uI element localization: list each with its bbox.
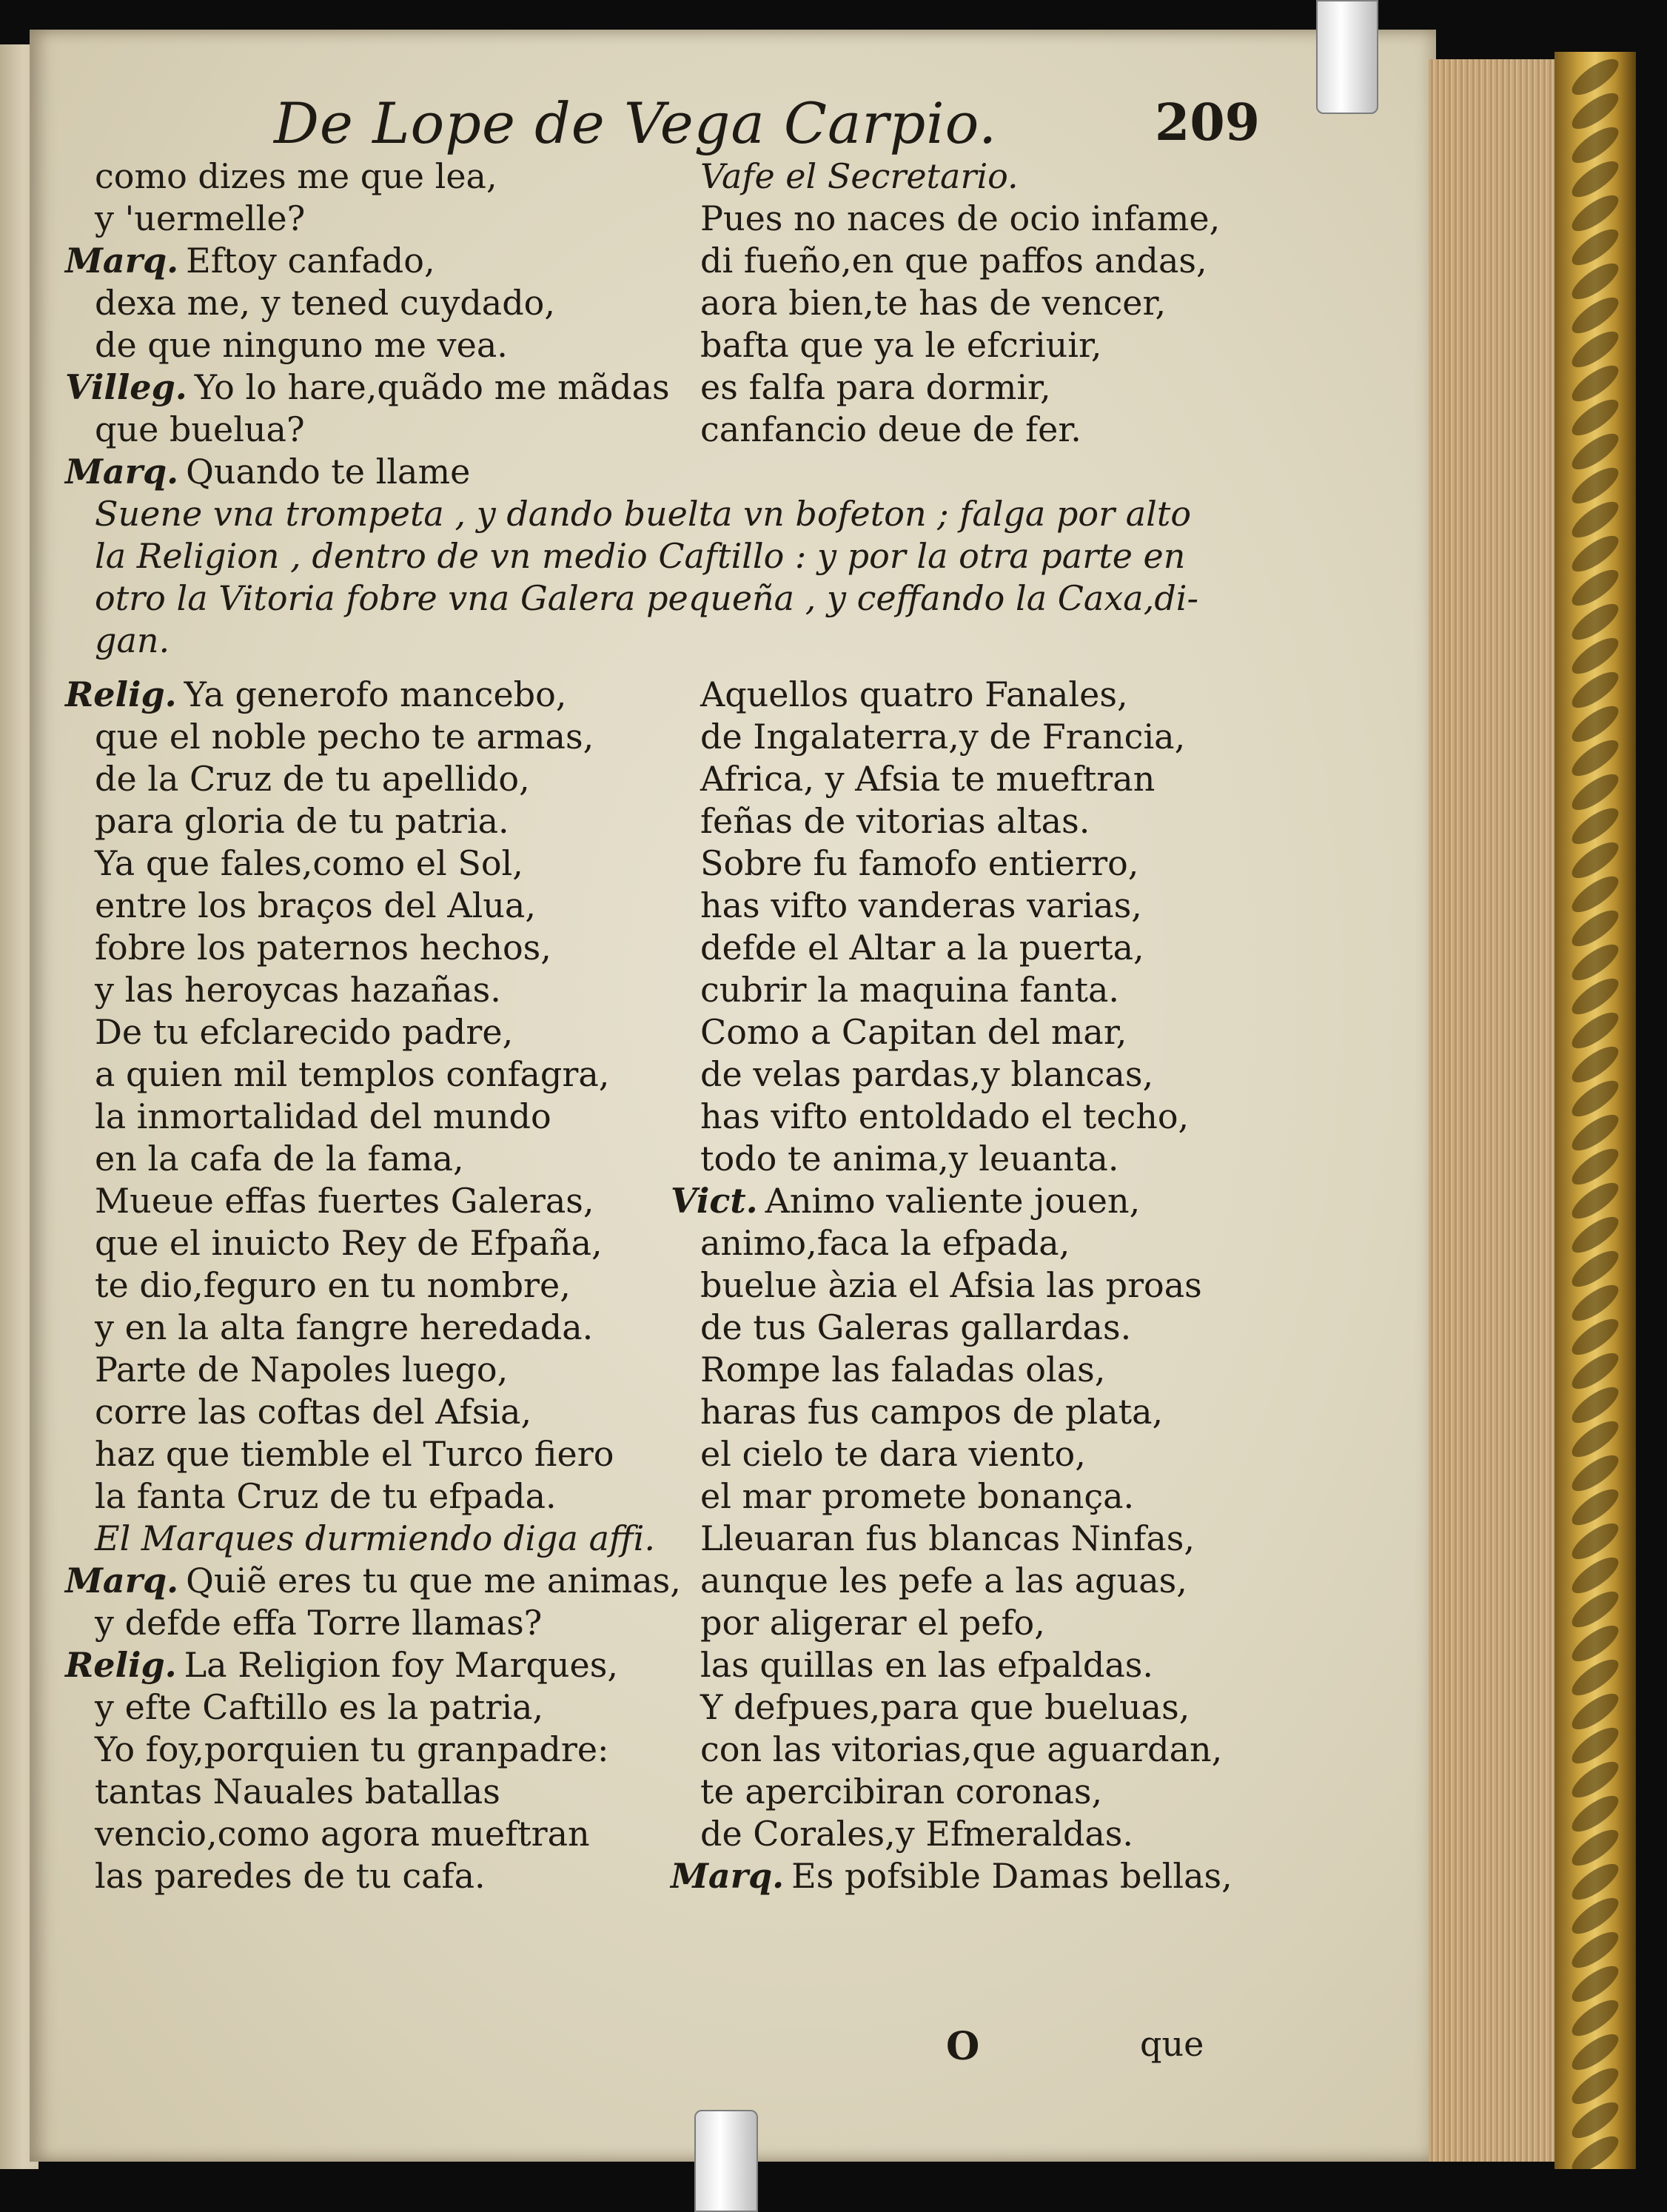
verse-line	[700, 409, 1220, 451]
verse-text: con las vitorias,que aguardan,	[700, 1729, 1223, 1769]
verse-text: Aquellos quatro Fanales,	[700, 674, 1128, 714]
right-column-main	[671, 674, 1232, 1897]
verse-text: Africa, y Afsia te mueftran	[700, 759, 1156, 799]
verse-line	[700, 1349, 1232, 1391]
verse-text: Sobre fu famofo entierro,	[700, 843, 1139, 883]
speaker-label: Relig.	[65, 674, 177, 714]
verse-text: has vifto vanderas varias,	[700, 885, 1142, 925]
verse-line	[700, 1264, 1232, 1307]
speaker-label: Villeg.	[65, 367, 187, 407]
verse-line	[95, 198, 670, 240]
verse-text: corre las coftas del Afsia,	[95, 1392, 532, 1432]
verse-text: De tu efclarecido padre,	[95, 1012, 514, 1052]
verse-text: y defde effa Torre llamas?	[95, 1603, 543, 1643]
verse-text: como dizes me que lea,	[95, 156, 497, 196]
verse-line	[700, 716, 1232, 758]
verse-text: para gloria de tu patria.	[95, 801, 509, 841]
verse-text: y las heroycas hazañas.	[95, 970, 501, 1010]
verse-line	[95, 1602, 681, 1644]
stage-direction-line: gan.	[95, 620, 170, 660]
verse-line	[95, 1180, 681, 1222]
verse-line	[65, 451, 670, 493]
verse-line	[95, 927, 681, 969]
verse-line	[700, 240, 1220, 282]
verse-line	[95, 885, 681, 927]
verse-line	[95, 1686, 681, 1729]
verse-text: te apercibiran coronas,	[700, 1772, 1103, 1812]
verse-line	[700, 1560, 1232, 1602]
verse-line	[700, 1222, 1232, 1264]
verse-line	[95, 1349, 681, 1391]
verse-text: el mar promete bonança.	[700, 1476, 1135, 1516]
verse-line	[700, 969, 1232, 1011]
verse-line	[65, 366, 670, 409]
verse-text: buelue àzia el Afsia las proas	[700, 1265, 1202, 1305]
verse-text: entre los braços del Alua,	[95, 885, 536, 925]
verse-text: animo,faca la efpada,	[700, 1223, 1070, 1263]
verse-line	[700, 758, 1232, 800]
speaker-label: Marq.	[671, 1856, 785, 1896]
verse-text: el cielo te dara viento,	[700, 1434, 1086, 1474]
verse-line	[700, 1813, 1232, 1855]
verse-text: Eftoy canfado,	[186, 241, 435, 281]
verse-line	[700, 927, 1232, 969]
verse-line	[95, 1518, 681, 1560]
verse-line	[95, 1433, 681, 1475]
verse-line	[95, 1053, 681, 1096]
verse-line	[95, 1138, 681, 1180]
verse-line	[95, 409, 670, 451]
verse-text: dexa me, y tened cuydado,	[95, 283, 555, 323]
verse-line	[700, 674, 1232, 716]
verse-text: cubrir la maquina fanta.	[700, 970, 1120, 1010]
verse-line	[95, 155, 670, 198]
verse-line	[700, 366, 1220, 409]
verse-line	[95, 1813, 681, 1855]
verse-line	[700, 1053, 1232, 1096]
book-page	[30, 30, 1436, 2162]
verse-text: tantas Nauales batallas	[95, 1772, 500, 1812]
verse-text: te dio,feguro en tu nombre,	[95, 1265, 571, 1305]
verse-line	[95, 1096, 681, 1138]
verse-line	[700, 842, 1232, 885]
verse-text: de que ninguno me vea.	[95, 325, 508, 365]
verse-text: feñas de vitorias altas.	[700, 801, 1090, 841]
verse-text: Ya generofo mancebo,	[184, 674, 567, 714]
speaker-label: Marq.	[65, 1561, 179, 1601]
top-bookmark-clip	[1316, 0, 1378, 114]
verse-text: Lleuaran fus blancas Ninfas,	[700, 1518, 1195, 1558]
bottom-bookmark-clip	[694, 2110, 758, 2212]
verse-line	[700, 1307, 1232, 1349]
verse-text: de Corales,y Efmeraldas.	[700, 1814, 1134, 1854]
verse-text: di fueño,en que paffos andas,	[700, 241, 1207, 281]
signature-mark: O	[946, 2024, 980, 2069]
verse-line	[95, 1011, 681, 1053]
verse-line	[95, 1475, 681, 1518]
verse-line	[700, 1138, 1232, 1180]
verse-text: por aligerar el pefo,	[700, 1603, 1045, 1643]
verse-text: en la cafa de la fama,	[95, 1139, 464, 1179]
verse-line	[700, 1096, 1232, 1138]
verse-line	[700, 885, 1232, 927]
verse-line	[95, 758, 681, 800]
verse-text: Animo valiente jouen,	[765, 1181, 1141, 1221]
running-title: De Lope de Vega Carpio.	[274, 90, 998, 156]
verse-text: las quillas en las efpaldas.	[700, 1645, 1153, 1685]
verse-line	[700, 800, 1232, 842]
verse-line	[671, 1855, 1232, 1897]
verse-text: Yo lo hare,quãdo me mãdas	[194, 367, 670, 407]
verse-line	[95, 1307, 681, 1349]
verse-text: fobre los paternos hechos,	[95, 928, 551, 968]
right-column-top	[700, 155, 1220, 451]
verse-line	[700, 1602, 1232, 1644]
page-number: 209	[1155, 93, 1260, 153]
left-column-top	[65, 155, 670, 493]
verse-text: y 'uermelle?	[95, 198, 306, 238]
verse-line	[95, 324, 670, 366]
page-block-edge	[1429, 59, 1554, 2162]
verse-text: Ya que fales,como el Sol,	[95, 843, 523, 883]
stage-direction-line: otro la Vitoria fobre vna Galera pequeña , y ceffando la Caxa,di-	[95, 578, 1199, 618]
verse-text: Y defpues,para que bueluas,	[700, 1687, 1190, 1727]
verse-line	[65, 1644, 681, 1686]
verse-text: Parte de Napoles luego,	[95, 1350, 509, 1390]
verse-line	[700, 1433, 1232, 1475]
speaker-label: Marq.	[65, 452, 179, 492]
left-column-main	[65, 674, 681, 1897]
verse-text: que el noble pecho te armas,	[95, 717, 594, 757]
verse-text: Rompe las faladas olas,	[700, 1350, 1106, 1390]
verse-line	[95, 716, 681, 758]
stage-direction-line: la Religion , dentro de vn medio Caftillo : y por la otra parte en	[95, 536, 1186, 576]
verse-text: que el inuicto Rey de Efpaña,	[95, 1223, 603, 1263]
verse-line	[65, 240, 670, 282]
stage-direction	[95, 493, 1235, 662]
verse-text: Pues no naces de ocio infame,	[700, 198, 1221, 238]
verse-line	[700, 1391, 1232, 1433]
verse-text: defde el Altar a la puerta,	[700, 928, 1144, 968]
verse-text: de velas pardas,y blancas,	[700, 1054, 1154, 1094]
verse-text: Yo foy,porquien tu granpadre:	[95, 1729, 609, 1769]
verse-text: canfancio deue de fer.	[700, 409, 1081, 449]
verse-text: aunque les pefe a las aguas,	[700, 1561, 1187, 1601]
verse-line	[95, 800, 681, 842]
verse-line	[95, 1729, 681, 1771]
verse-text: Quiẽ eres tu que me animas,	[186, 1561, 681, 1601]
verse-text: haz que tiemble el Turco fiero	[95, 1434, 614, 1474]
verse-text: y efte Caftillo es la patria,	[95, 1687, 544, 1727]
verse-line	[700, 198, 1220, 240]
verse-line	[700, 1518, 1232, 1560]
verse-text: las paredes de tu cafa.	[95, 1856, 486, 1896]
verse-text: Como a Capitan del mar,	[700, 1012, 1127, 1052]
verse-text: de tus Galeras gallardas.	[700, 1307, 1132, 1347]
verse-line	[95, 1222, 681, 1264]
verse-line	[700, 324, 1220, 366]
speaker-label: Relig.	[65, 1645, 177, 1685]
verse-text: a quien mil templos confagra,	[95, 1054, 610, 1094]
verse-line	[95, 842, 681, 885]
verse-text: La Religion foy Marques,	[184, 1645, 618, 1685]
verse-line	[65, 674, 681, 716]
verse-text: aora bien,te has de vencer,	[700, 283, 1167, 323]
verse-line	[95, 282, 670, 324]
gilded-fore-edge	[1554, 52, 1636, 2169]
verse-line	[671, 1180, 1232, 1222]
verse-text: Es pofsible Damas bellas,	[791, 1856, 1232, 1896]
verse-text: Quando te llame	[186, 452, 471, 492]
verse-text: El Marques durmiendo diga affi.	[95, 1518, 655, 1558]
verse-text: la inmortalidad del mundo	[95, 1096, 551, 1136]
verse-text: haras fus campos de plata,	[700, 1392, 1164, 1432]
verse-line	[95, 1855, 681, 1897]
verse-line	[700, 1011, 1232, 1053]
speaker-label: Marq.	[65, 241, 179, 281]
verse-text: Mueue effas fuertes Galeras,	[95, 1181, 594, 1221]
verse-line	[95, 1771, 681, 1813]
verse-text: que buelua?	[95, 409, 305, 449]
verse-line	[700, 1771, 1232, 1813]
verse-line	[700, 1729, 1232, 1771]
catchword: que	[1140, 2024, 1204, 2064]
verse-line	[700, 1686, 1232, 1729]
verse-line	[95, 969, 681, 1011]
speaker-label: Vict.	[671, 1181, 758, 1221]
verse-text: todo te anima,y leuanta.	[700, 1139, 1119, 1179]
verse-text: bafta que ya le efcriuir,	[700, 325, 1102, 365]
verse-line	[95, 1264, 681, 1307]
verse-text: has vifto entoldado el techo,	[700, 1096, 1190, 1136]
verse-line	[95, 1391, 681, 1433]
verse-line	[65, 1560, 681, 1602]
verse-line	[700, 282, 1220, 324]
verse-text: la fanta Cruz de tu efpada.	[95, 1476, 557, 1516]
stage-direction-line: Suene vna trompeta , y dando buelta vn bofeton ; falga por alto	[95, 494, 1192, 534]
verse-text: de la Cruz de tu apellido,	[95, 759, 530, 799]
verse-text: es falfa para dormir,	[700, 367, 1051, 407]
verse-line	[700, 1475, 1232, 1518]
verse-line	[700, 1644, 1232, 1686]
verse-text: vencio,como agora mueftran	[95, 1814, 590, 1854]
verse-text: y en la alta fangre heredada.	[95, 1307, 594, 1347]
verse-text: de Ingalaterra,y de Francia,	[700, 717, 1186, 757]
verse-text: Vafe el Secretario.	[700, 156, 1019, 196]
verse-line	[700, 155, 1220, 198]
